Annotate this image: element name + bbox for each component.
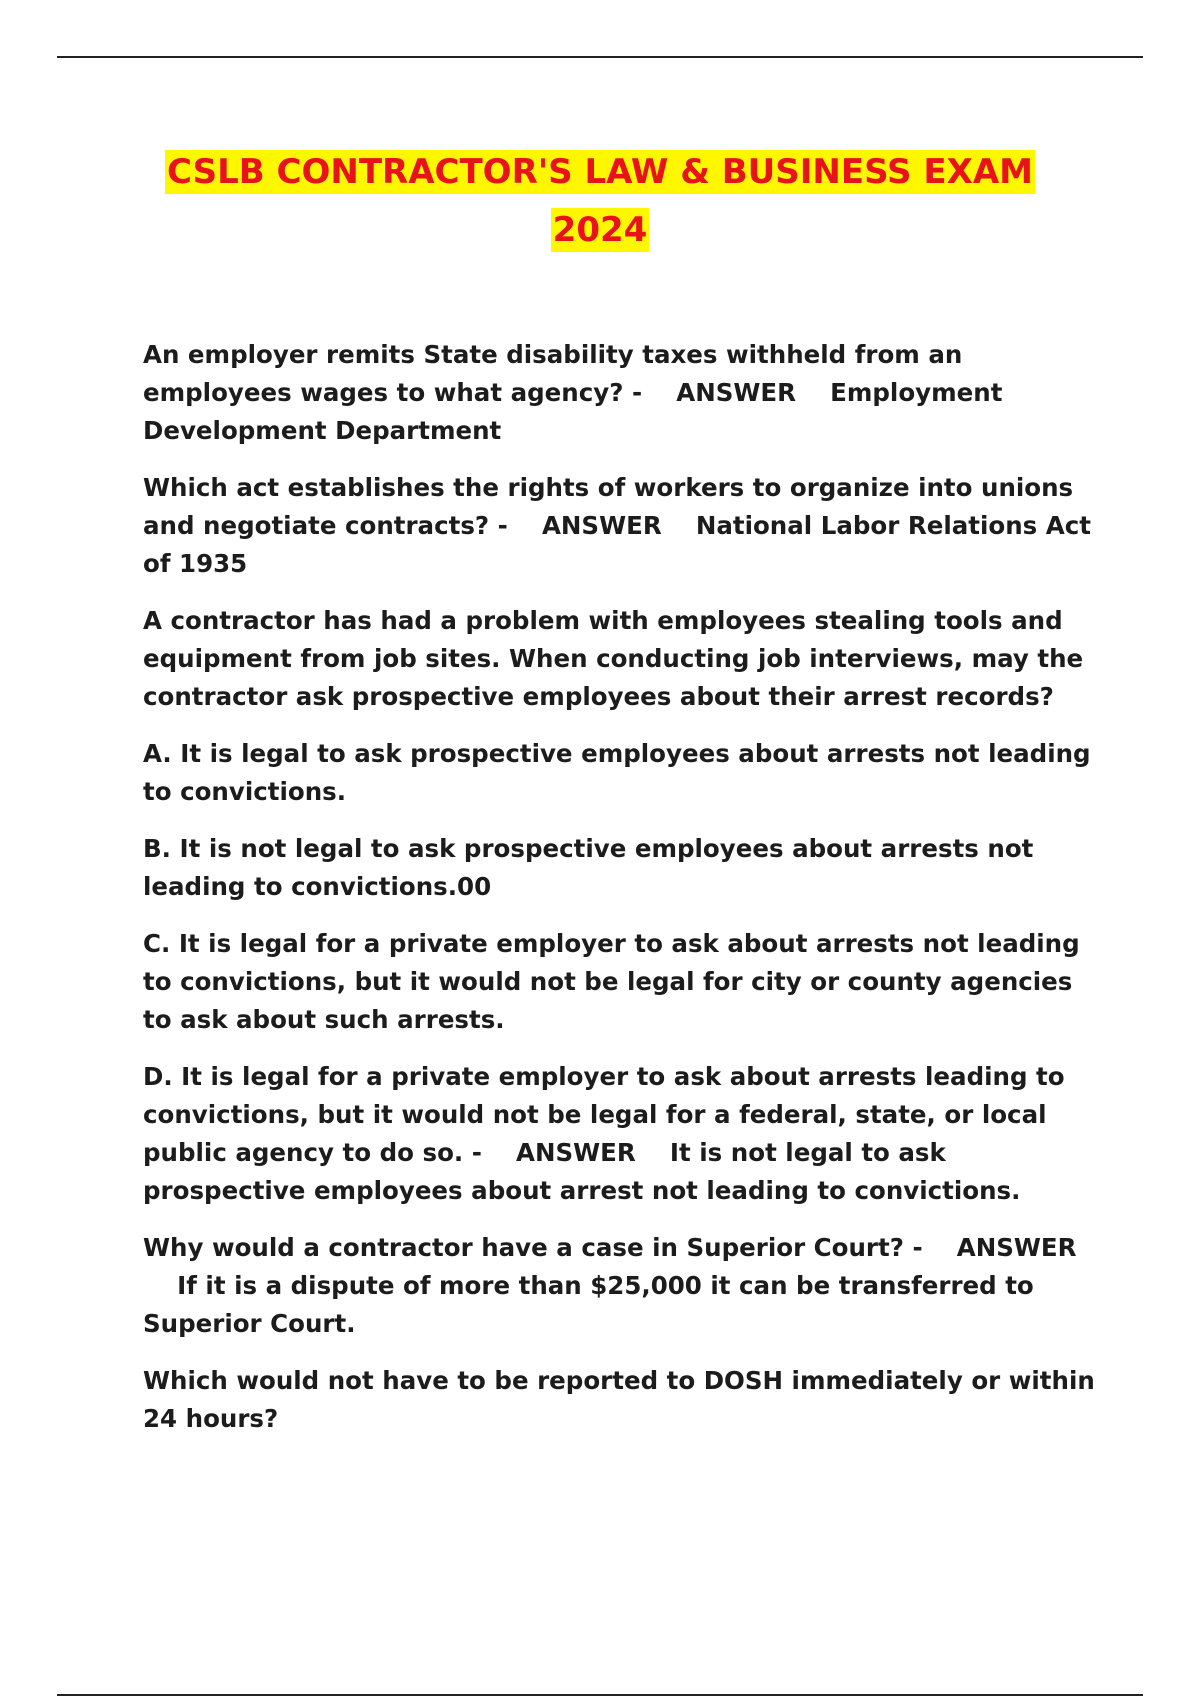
answer-text: It is not legal to ask prospective employees about arrest not leading to convictions. <box>143 1138 1021 1205</box>
question-text: An employer remits State disability taxes withheld from an employees wages to what agency? - <box>143 340 963 407</box>
question-list <box>143 336 1103 1457</box>
option-a: A. It is legal to ask prospective employees about arrests not leading to convictions. <box>143 739 1091 806</box>
answer-text: National Labor Relations Act of 1935 <box>143 511 1091 578</box>
answer-label: ANSWER <box>516 1138 636 1167</box>
title-line-1: CSLB CONTRACTOR'S LAW & BUSINESS EXAM <box>167 152 1033 192</box>
question-paragraph <box>143 336 1103 450</box>
option-b: B. It is not legal to ask prospective employees about arrests not leading to convictions.00 <box>143 834 1034 901</box>
question-paragraph <box>143 469 1103 583</box>
answer-label: ANSWER <box>541 511 662 540</box>
question-paragraph: Which would not have to be reported to DOSH immediately or within 24 hours? <box>143 1366 1095 1433</box>
question-paragraph: A contractor has had a problem with employees stealing tools and equipment from job sites. When conducting job interviews, may the contractor ask prospective employees about their arrest records? <box>143 606 1084 711</box>
answer-text: If it is a dispute of more than $25,000 it can be transferred to Superior Court. <box>143 1271 1034 1338</box>
title-line-2: 2024 <box>552 210 648 250</box>
question-text: D. It is legal for a private employer to ask about arrests leading to convictions, but it would not be legal for a federal, state, or local public agency to do so. - <box>143 1062 1065 1167</box>
answer-label: ANSWER <box>676 378 796 407</box>
question-text: Why would a contractor have a case in Superior Court? - <box>143 1233 923 1262</box>
top-rule <box>57 56 1143 58</box>
page-title <box>100 143 1100 259</box>
answer-label: ANSWER <box>956 1233 1077 1262</box>
question-text: Which act establishes the rights of workers to organize into unions and negotiate contracts? - <box>143 473 1074 540</box>
option-d <box>143 1058 1103 1210</box>
bottom-rule <box>57 1694 1143 1696</box>
answer-text: Employment Development Department <box>143 378 1003 445</box>
question-paragraph <box>143 1229 1103 1343</box>
option-c: C. It is legal for a private employer to ask about arrests not leading to convictions, but it would not be legal for city or county agencies to ask about such arrests. <box>143 929 1080 1034</box>
